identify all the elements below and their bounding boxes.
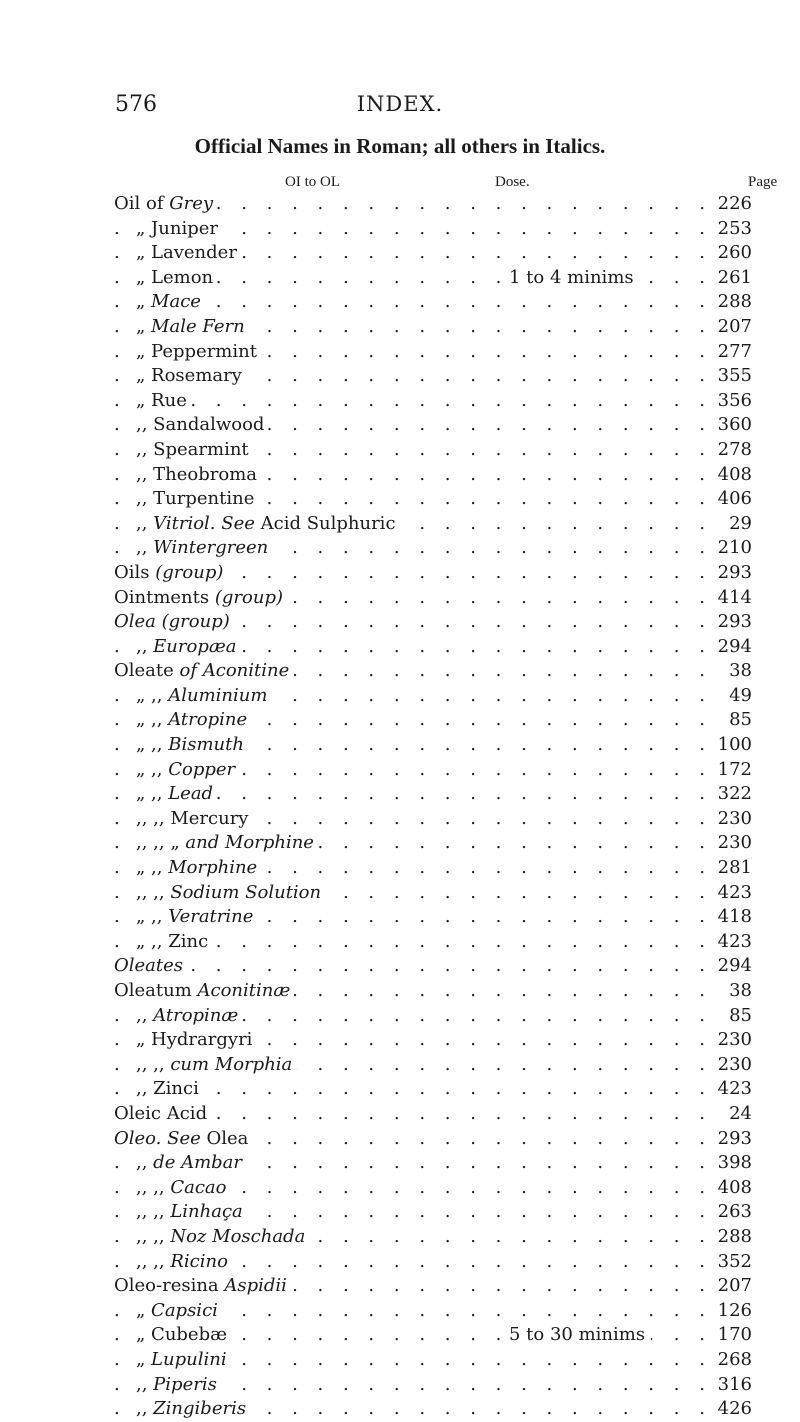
entry-name: Aspidii xyxy=(224,1275,287,1297)
entry-label xyxy=(136,1004,242,1029)
entry-prefix: ,, xyxy=(136,1152,154,1174)
index-entry xyxy=(0,1373,800,1398)
entry-page: 126 xyxy=(714,1299,752,1324)
entry-name: Ricino xyxy=(170,1250,228,1272)
entry-page: 423 xyxy=(714,881,752,906)
column-head-range: OI to OL xyxy=(285,174,340,190)
entry-page: 172 xyxy=(714,758,752,783)
entry-name: Vitriol. xyxy=(153,512,216,534)
index-entry xyxy=(0,1225,800,1250)
index-entry xyxy=(0,487,800,512)
index-entry xyxy=(0,758,800,783)
entry-page: 230 xyxy=(714,1028,752,1053)
entry-name: Morphine xyxy=(168,857,258,879)
index-entry xyxy=(0,217,800,242)
index-entry xyxy=(0,536,800,561)
index-list xyxy=(0,192,800,1422)
entry-page: 207 xyxy=(714,315,752,340)
entry-label xyxy=(136,217,222,242)
entry-label xyxy=(136,807,252,832)
entry-prefix: Oleate xyxy=(114,660,180,682)
entry-label xyxy=(136,1053,296,1078)
entry-name: Capsici xyxy=(151,1299,218,1321)
entry-label xyxy=(136,241,241,266)
entry-prefix: ,, xyxy=(136,635,154,657)
index-entry xyxy=(0,659,800,684)
entry-label xyxy=(136,635,241,660)
entry-name: Oleo. xyxy=(114,1127,162,1149)
index-entry xyxy=(0,782,800,807)
entry-dose: 1 to 4 minims xyxy=(503,266,640,291)
entry-label xyxy=(136,1348,231,1373)
entry-name: Sodium Solution xyxy=(170,881,322,903)
entry-label xyxy=(136,290,205,315)
entry-prefix: „ ,, xyxy=(136,684,169,706)
entry-page: 322 xyxy=(714,782,752,807)
entry-page: 352 xyxy=(714,1250,752,1275)
entry-page: 423 xyxy=(714,1077,752,1102)
entry-prefix: Ointments xyxy=(114,586,215,608)
entry-label xyxy=(136,1373,221,1398)
entry-page: 38 xyxy=(725,659,752,684)
index-entry xyxy=(0,733,800,758)
index-entry xyxy=(0,1176,800,1201)
entry-name: Male Fern xyxy=(151,315,245,337)
index-entry xyxy=(0,635,800,660)
entry-page: 414 xyxy=(714,586,752,611)
entry-label xyxy=(136,733,248,758)
index-entry xyxy=(0,1004,800,1029)
entry-label xyxy=(136,487,258,512)
see-reference: See xyxy=(161,1127,201,1149)
entry-label xyxy=(136,364,246,389)
entry-label xyxy=(114,659,293,684)
entry-label xyxy=(136,930,212,955)
leader-dots xyxy=(114,1077,752,1102)
entry-label xyxy=(136,831,318,856)
entry-prefix: „ ,, xyxy=(136,857,169,879)
index-entry xyxy=(0,954,800,979)
column-head-dose: Dose. xyxy=(495,174,530,190)
index-entry xyxy=(0,856,800,881)
entry-name: Hydrargyri xyxy=(151,1029,253,1051)
entry-dose: 5 to 30 minims xyxy=(503,1323,651,1348)
index-subtitle: Official Names in Roman; all others in Italics. xyxy=(194,134,606,158)
index-entry xyxy=(0,1077,800,1102)
entry-label xyxy=(136,1397,250,1422)
entry-name: Linhaça xyxy=(170,1201,243,1223)
column-head-page: Page xyxy=(748,174,778,190)
entry-name: Noz Moschada xyxy=(170,1225,306,1247)
entry-prefix: ,, xyxy=(136,1004,154,1026)
entry-prefix: ,, xyxy=(136,438,154,460)
see-target: Olea xyxy=(200,1127,249,1149)
entry-name: Europæa xyxy=(153,635,237,657)
index-entry xyxy=(0,979,800,1004)
entry-label xyxy=(136,512,400,537)
entry-name: Zinci xyxy=(153,1078,199,1100)
entry-name: and Morphine xyxy=(185,832,314,854)
entry-page: 38 xyxy=(725,979,752,1004)
entry-page: 423 xyxy=(714,930,752,955)
leader-dots xyxy=(114,290,752,315)
index-entry xyxy=(0,1053,800,1078)
entry-prefix: „ xyxy=(136,1324,152,1346)
entry-prefix: „ xyxy=(136,217,152,239)
index-entry xyxy=(0,1299,800,1324)
entry-name: Olea (group) xyxy=(114,611,230,633)
entry-label xyxy=(136,1299,222,1324)
entry-prefix: ,, xyxy=(136,512,154,534)
entry-name: Grey xyxy=(169,193,214,214)
entry-page: 277 xyxy=(714,340,752,365)
entry-prefix: ,, xyxy=(136,1078,154,1100)
index-entry xyxy=(0,1127,800,1152)
entry-page: 293 xyxy=(714,610,752,635)
entry-label xyxy=(114,610,234,635)
entry-page: 261 xyxy=(714,266,752,291)
entry-prefix: „ ,, xyxy=(136,709,169,731)
entry-name: Zingiberis xyxy=(153,1398,247,1420)
entry-page: 356 xyxy=(714,389,752,414)
entry-prefix: „ xyxy=(136,1029,152,1051)
entry-label xyxy=(136,856,261,881)
index-entry xyxy=(0,1274,800,1299)
entry-prefix: „ ,, xyxy=(136,758,169,780)
entry-label xyxy=(114,192,217,217)
entry-page: 207 xyxy=(714,1274,752,1299)
entry-label xyxy=(136,1250,232,1275)
index-entry xyxy=(0,831,800,856)
entry-page: 170 xyxy=(714,1323,752,1348)
index-entry xyxy=(0,315,800,340)
index-entry xyxy=(0,389,800,414)
entry-page: 226 xyxy=(714,192,752,217)
index-entry xyxy=(0,1348,800,1373)
entry-name: Rue xyxy=(151,389,187,411)
entry-name: Lupulini xyxy=(151,1348,227,1370)
entry-label xyxy=(136,1200,247,1225)
entry-label xyxy=(136,413,268,438)
entry-label xyxy=(136,266,217,291)
entry-name: Cubebæ xyxy=(151,1324,228,1346)
entry-label xyxy=(136,782,217,807)
entry-prefix: ,, ,, xyxy=(136,881,171,903)
entry-page: 278 xyxy=(714,438,752,463)
entry-label xyxy=(136,340,261,365)
entry-page: 85 xyxy=(725,1004,752,1029)
index-entry xyxy=(0,413,800,438)
index-entry xyxy=(0,586,800,611)
entry-prefix: ,, ,, xyxy=(136,807,171,829)
entry-page: 418 xyxy=(714,905,752,930)
entry-name: Spearmint xyxy=(153,438,249,460)
entry-page: 288 xyxy=(714,290,752,315)
entry-name: Lemon xyxy=(151,266,214,288)
entry-prefix: ,, ,, xyxy=(136,1053,171,1075)
index-entry xyxy=(0,684,800,709)
entry-name: de Ambar xyxy=(153,1152,242,1174)
entry-page: 316 xyxy=(714,1373,752,1398)
entry-label xyxy=(114,1102,211,1127)
entry-name: Peppermint xyxy=(151,340,257,362)
entry-page: 293 xyxy=(714,1127,752,1152)
see-target: Acid Sulphuric xyxy=(254,512,396,534)
entry-label xyxy=(136,315,249,340)
entry-page: 260 xyxy=(714,241,752,266)
entry-prefix: ,, ,, xyxy=(136,1225,171,1247)
entry-name: Mercury xyxy=(170,807,249,829)
entry-name: (group) xyxy=(214,586,283,608)
entry-name: Copper xyxy=(168,758,236,780)
index-entry xyxy=(0,1250,800,1275)
index-entry xyxy=(0,512,800,537)
index-entry xyxy=(0,364,800,389)
entry-page: 29 xyxy=(725,512,752,537)
running-title: INDEX. xyxy=(356,92,444,116)
entry-name: Atropine xyxy=(168,709,248,731)
entry-label xyxy=(136,881,325,906)
index-entry xyxy=(0,1151,800,1176)
entry-name: Lead xyxy=(168,783,214,805)
entry-page: 281 xyxy=(714,856,752,881)
entry-name: Turpentine xyxy=(153,488,255,510)
entry-page: 210 xyxy=(714,536,752,561)
entry-prefix: „ ,, xyxy=(136,930,169,952)
entry-page: 100 xyxy=(714,733,752,758)
index-entry xyxy=(0,930,800,955)
entry-page: 294 xyxy=(714,954,752,979)
entry-label xyxy=(136,438,253,463)
entry-page: 230 xyxy=(714,807,752,832)
entry-page: 263 xyxy=(714,1200,752,1225)
entry-name: Piperis xyxy=(153,1373,217,1395)
index-entry xyxy=(0,438,800,463)
entry-prefix: Oil of xyxy=(114,193,170,214)
entry-label xyxy=(136,1225,309,1250)
entry-label xyxy=(136,389,191,414)
entry-label xyxy=(136,905,257,930)
entry-page: 355 xyxy=(714,364,752,389)
index-entry xyxy=(0,463,800,488)
entry-page: 408 xyxy=(714,1176,752,1201)
entry-prefix: ,, xyxy=(136,414,154,436)
index-entry xyxy=(0,1200,800,1225)
entry-label xyxy=(114,586,287,611)
index-entry xyxy=(0,881,800,906)
index-entry xyxy=(0,561,800,586)
entry-name: (group) xyxy=(155,561,224,583)
entry-prefix: ,, xyxy=(136,1373,154,1395)
entry-prefix: „ ,, xyxy=(136,906,169,928)
entry-label xyxy=(114,979,294,1004)
index-entry xyxy=(0,610,800,635)
entry-prefix: „ ,, xyxy=(136,734,169,756)
entry-name: Zinc xyxy=(168,930,209,952)
entry-prefix: ,, xyxy=(136,463,154,485)
entry-prefix: ,, ,, xyxy=(136,1201,171,1223)
see-reference: See xyxy=(215,512,255,534)
entry-label xyxy=(136,1028,256,1053)
entry-name: Sandalwood xyxy=(153,414,265,436)
index-entry xyxy=(0,192,800,217)
entry-label xyxy=(136,684,271,709)
entry-prefix: ,, xyxy=(136,488,154,510)
entry-name: Cacao xyxy=(170,1176,227,1198)
entry-label xyxy=(136,758,239,783)
index-entry xyxy=(0,241,800,266)
entry-name: Aconitinæ xyxy=(197,980,291,1001)
leader-dots xyxy=(114,389,752,414)
entry-name: of Aconitine xyxy=(179,660,290,682)
entry-page: 253 xyxy=(714,217,752,242)
entry-page: 85 xyxy=(725,708,752,733)
entry-prefix: ,, ,, „ xyxy=(136,832,186,854)
entry-page: 230 xyxy=(714,831,752,856)
page-header xyxy=(0,92,800,122)
entry-page: 398 xyxy=(714,1151,752,1176)
entry-prefix: „ ,, xyxy=(136,783,169,805)
entry-name: Atropinæ xyxy=(153,1004,239,1026)
entry-prefix: ,, ,, xyxy=(136,1176,171,1198)
entry-label xyxy=(136,708,251,733)
entry-page: 293 xyxy=(714,561,752,586)
entry-prefix: „ xyxy=(136,315,152,337)
entry-page: 426 xyxy=(714,1397,752,1422)
entry-page: 24 xyxy=(725,1102,752,1127)
entry-page: 360 xyxy=(714,413,752,438)
entry-name: Veratrine xyxy=(168,906,254,928)
entry-name: Theobroma xyxy=(153,463,258,485)
entry-page: 294 xyxy=(714,635,752,660)
entry-prefix: „ xyxy=(136,365,152,387)
entry-prefix: „ xyxy=(136,389,152,411)
entry-name: Juniper xyxy=(151,217,218,239)
entry-label xyxy=(114,1127,252,1152)
entry-label xyxy=(136,536,272,561)
entry-label xyxy=(136,463,261,488)
entry-prefix: Oleo-resina xyxy=(114,1275,225,1297)
entry-label xyxy=(114,561,227,586)
entry-prefix: „ xyxy=(136,340,152,362)
entry-page: 230 xyxy=(714,1053,752,1078)
index-entry xyxy=(0,708,800,733)
index-entry xyxy=(0,290,800,315)
index-entry xyxy=(0,1397,800,1422)
entry-name: Rosemary xyxy=(151,365,242,387)
entry-name: Mace xyxy=(151,291,201,313)
entry-label xyxy=(114,1274,291,1299)
entry-label xyxy=(114,954,187,979)
entry-prefix: „ xyxy=(136,242,152,264)
entry-prefix: Oils xyxy=(114,561,156,583)
entry-page: 288 xyxy=(714,1225,752,1250)
entry-page: 268 xyxy=(714,1348,752,1373)
page-number: 576 xyxy=(115,92,157,117)
entry-name: Wintergreen xyxy=(153,537,269,559)
entry-page: 408 xyxy=(714,463,752,488)
index-entry xyxy=(0,1028,800,1053)
index-entry xyxy=(0,807,800,832)
entry-name: Oleates xyxy=(114,955,184,977)
entry-name: cum Morphia xyxy=(170,1053,293,1075)
entry-prefix: ,, xyxy=(136,537,154,559)
entry-prefix: „ xyxy=(136,291,152,313)
leader-dots xyxy=(114,954,752,979)
entry-label xyxy=(136,1151,246,1176)
entry-label xyxy=(136,1077,203,1102)
entry-prefix: ,, xyxy=(136,1398,154,1420)
entry-name: Oleic Acid xyxy=(114,1102,208,1124)
entry-prefix: ,, ,, xyxy=(136,1250,171,1272)
entry-name: Aluminium xyxy=(168,684,268,706)
index-entry xyxy=(0,340,800,365)
entry-page: 49 xyxy=(725,684,752,709)
index-entry xyxy=(0,1102,800,1127)
entry-prefix: „ xyxy=(136,1299,152,1321)
entry-prefix: Oleatum xyxy=(114,980,198,1001)
entry-page: 406 xyxy=(714,487,752,512)
index-entry xyxy=(0,905,800,930)
entry-label xyxy=(136,1176,231,1201)
index-entry xyxy=(0,266,800,291)
entry-name: Lavender xyxy=(151,242,237,264)
entry-prefix: „ xyxy=(136,266,152,288)
entry-prefix: „ xyxy=(136,1348,152,1370)
entry-name: Bismuth xyxy=(168,734,244,756)
